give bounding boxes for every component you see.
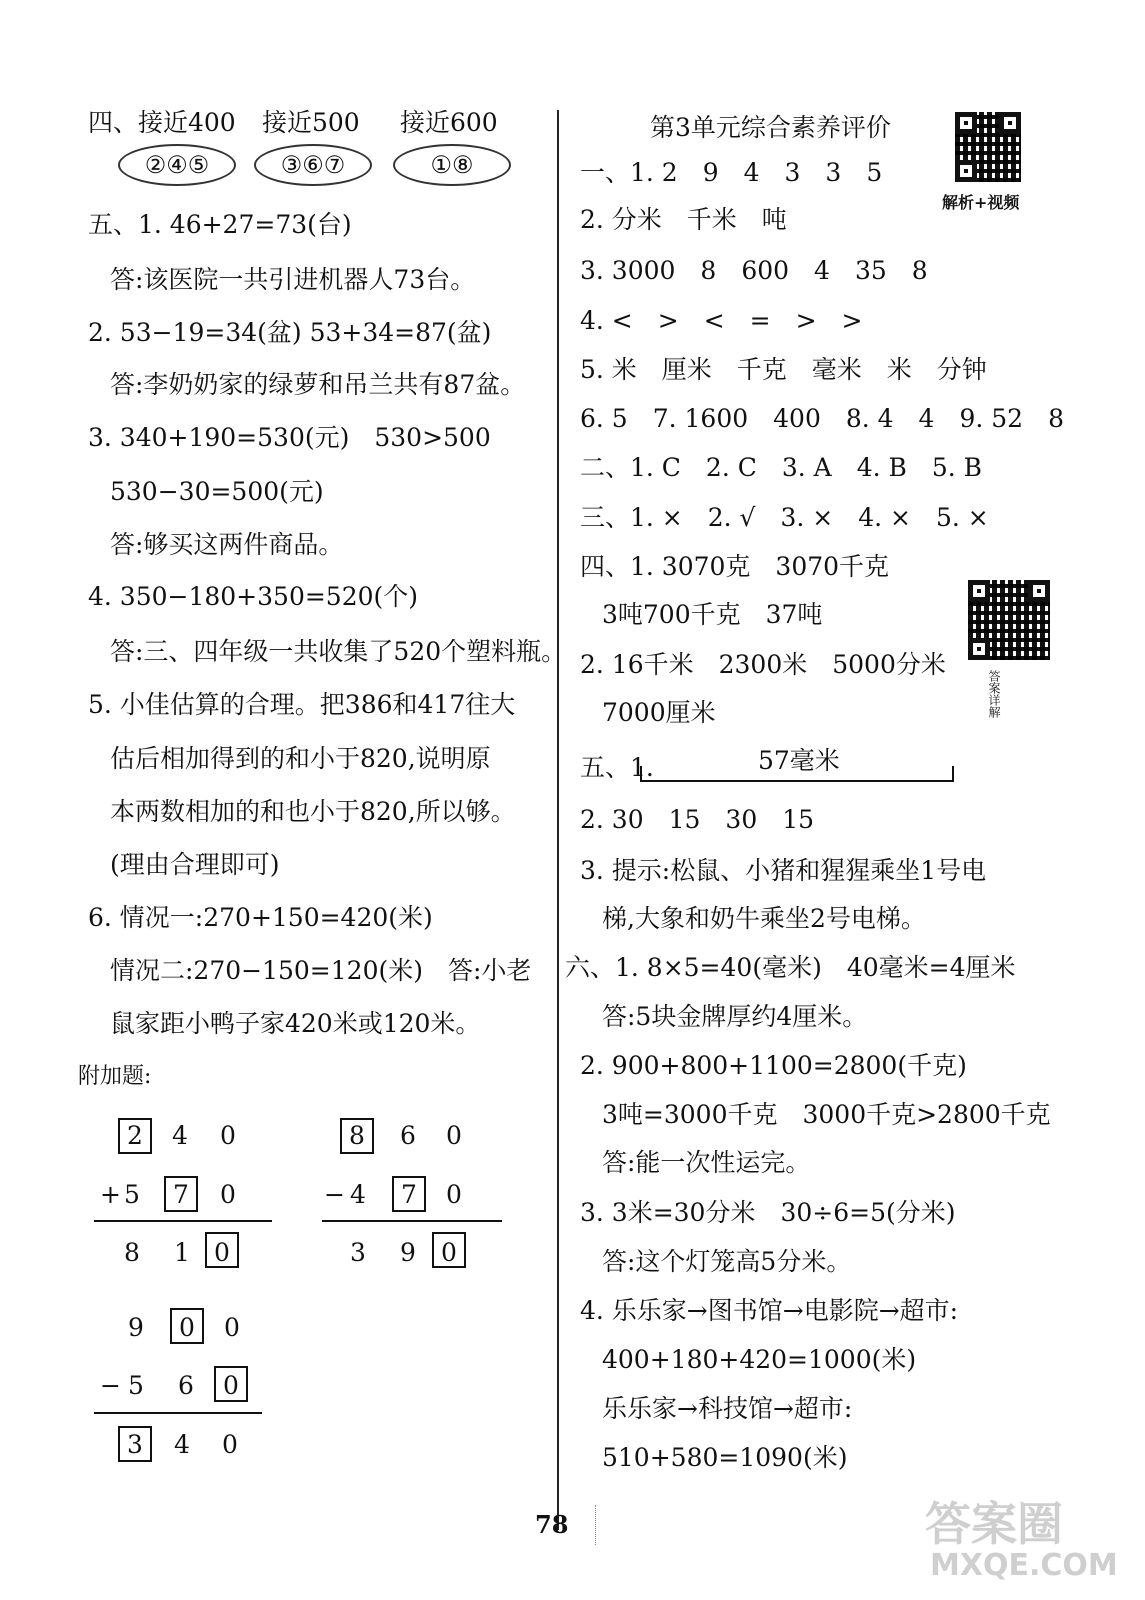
line: 答:李奶奶家的绿萝和吊兰共有87盆。 (110, 370, 526, 399)
page-number: 78 (535, 1510, 569, 1539)
line: 6. 情况一:270+150=420(米) (88, 903, 433, 932)
line: 4. < > < = > > (580, 306, 863, 335)
digit: 9 (128, 1313, 144, 1342)
line: 二、1. C 2. C 3. A 4. B 5. B (580, 453, 983, 482)
digit: 0 (224, 1313, 240, 1342)
line: 4. 350−180+350=520(个) (88, 582, 419, 611)
digit: 3 (350, 1238, 366, 1267)
digit: 0 (446, 1121, 462, 1150)
watermark-logo: 答案圈 (925, 1497, 1063, 1551)
line: 4. 乐乐家→图书馆→电影院→超市: (580, 1296, 959, 1325)
digit: 0 (179, 1313, 195, 1342)
sec4-label-500: 接近500 (262, 108, 360, 137)
line: 答:这个灯笼高5分米。 (602, 1247, 852, 1276)
line: 六、1. 8×5=40(毫米) 40毫米=4厘米 (565, 953, 1016, 982)
line: (理由合理即可) (110, 850, 280, 879)
digit: 4 (350, 1180, 366, 1209)
line: 6. 5 7. 1600 400 8. 4 4 9. 52 8 (580, 404, 1064, 433)
line: 答:该医院一共引进机器人73台。 (110, 265, 476, 294)
extra-title: 附加题: (78, 1064, 152, 1089)
qr2-caption: 答案详解 (987, 670, 1001, 718)
line: 四、1. 3070克 3070千克 (580, 552, 890, 581)
line: 3. 提示:松鼠、小猪和猩猩乘坐1号电 (580, 856, 987, 885)
line: 本两数相加的和也小于820,所以够。 (110, 797, 516, 826)
digit: 4 (174, 1430, 190, 1459)
digit: 9 (400, 1238, 416, 1267)
line: 估后相加得到的和小于820,说明原 (110, 744, 491, 773)
digit: 0 (214, 1238, 230, 1267)
oval-group-500: ③⑥⑦ (254, 144, 372, 186)
line: 答:能一次性运完。 (602, 1148, 811, 1177)
digit: 7 (401, 1180, 417, 1209)
line: 2. 30 15 30 15 (580, 805, 815, 834)
unit-title: 第3单元综合素养评价 (650, 113, 891, 142)
line: 五、1. (580, 753, 654, 782)
digit: 2 (127, 1121, 143, 1150)
digit: 5 (124, 1180, 140, 1209)
line: 5. 小佳估算的合理。把386和417往大 (88, 690, 516, 719)
line: 2. 16千米 2300米 5000分米 (580, 650, 946, 679)
digit: 8 (124, 1238, 140, 1267)
line: 一、1. 2 9 4 3 3 5 (580, 158, 883, 187)
qr-code-icon[interactable] (955, 112, 1021, 182)
line: 2. 53−19=34(盆) 53+34=87(盆) (88, 318, 492, 347)
digit: 6 (178, 1371, 194, 1400)
column-divider (557, 110, 559, 1530)
oval-group-400: ②④⑤ (118, 144, 236, 186)
line: 3吨700千克 37吨 (602, 600, 823, 629)
line: 3吨=3000千克 3000千克>2800千克 (602, 1100, 1051, 1129)
digit: 0 (441, 1238, 457, 1267)
digit: − (100, 1371, 121, 1400)
digit: 7 (173, 1180, 189, 1209)
digit: 4 (172, 1121, 188, 1150)
digit: + (100, 1180, 121, 1209)
line: 五、1. 46+27=73(台) (88, 210, 352, 239)
line: 3. 3米=30分米 30÷6=5(分米) (580, 1198, 956, 1227)
line: 3. 340+190=530(元) 530>500 (88, 423, 491, 452)
qr-caption: 解析+视频 (942, 193, 1020, 212)
line: 三、1. × 2. √ 3. × 4. × 5. × (580, 503, 989, 532)
line: 梯,大象和奶牛乘坐2号电梯。 (602, 904, 926, 933)
digit: 1 (174, 1238, 190, 1267)
line: 答:三、四年级一共收集了520个塑料瓶。 (110, 637, 567, 666)
digit: 5 (128, 1371, 144, 1400)
line: 鼠家距小鸭子家420米或120米。 (110, 1009, 481, 1038)
digit: 3 (127, 1430, 143, 1459)
digit: 0 (446, 1180, 462, 1209)
watermark-url: MXQE.COM (930, 1548, 1118, 1583)
digit: 0 (220, 1121, 236, 1150)
digit: 6 (400, 1121, 416, 1150)
oval-group-600: ①⑧ (393, 144, 511, 186)
line: 510+580=1090(米) (602, 1443, 848, 1472)
line: 530−30=500(元) (110, 477, 324, 506)
line: 乐乐家→科技馆→超市: (602, 1394, 853, 1423)
line: 答:够买这两件商品。 (110, 530, 344, 559)
digit: 0 (223, 1371, 239, 1400)
digit: 8 (349, 1121, 365, 1150)
sec4-label-600: 接近600 (400, 108, 498, 137)
line: 情况二:270−150=120(米) 答:小老 (110, 956, 532, 985)
digit: 0 (220, 1180, 236, 1209)
digit: 0 (222, 1430, 238, 1459)
line: 5. 米 厘米 千克 毫米 米 分钟 (580, 355, 987, 384)
line: 答:5块金牌厚约4厘米。 (602, 1002, 868, 1031)
line: 2. 分米 千米 吨 (580, 205, 787, 234)
qr-code-icon[interactable] (968, 580, 1050, 660)
digit: − (324, 1180, 345, 1209)
line: 400+180+420=1000(米) (602, 1345, 917, 1374)
sec4-label: 四、接近400 (88, 108, 236, 137)
line: 7000厘米 (602, 698, 716, 727)
line: 3. 3000 8 600 4 35 8 (580, 256, 928, 285)
page-mark (595, 1505, 600, 1545)
line: 2. 900+800+1100=2800(千克) (580, 1051, 967, 1080)
ruler-label: 57毫米 (758, 746, 840, 775)
